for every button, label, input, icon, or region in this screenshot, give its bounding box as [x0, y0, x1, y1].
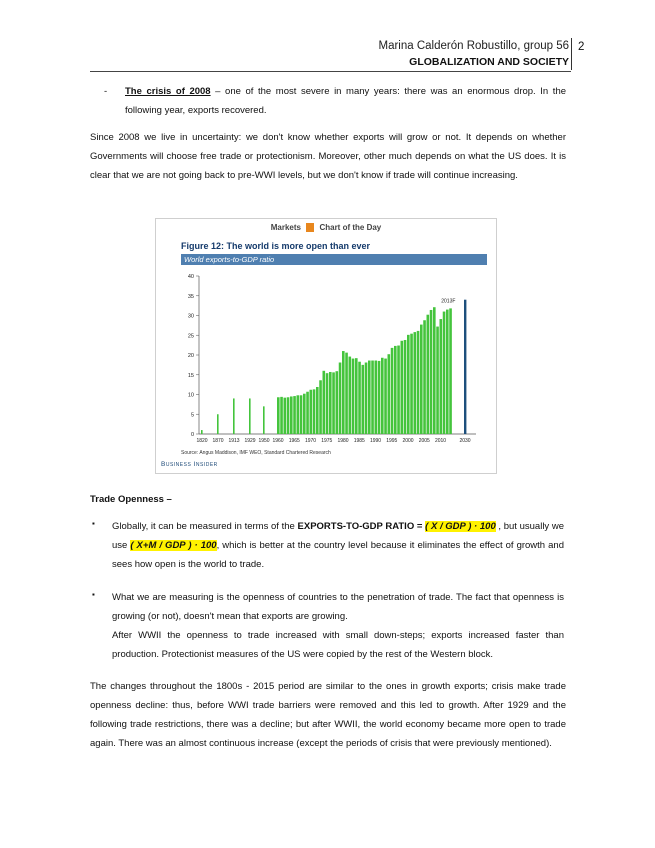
y-tick-label: 40 — [187, 274, 194, 280]
header-separator — [571, 38, 572, 70]
chart-bar — [233, 398, 235, 434]
x-tick-label: 1985 — [353, 438, 365, 444]
page-number: 2 — [578, 41, 585, 53]
x-tick-label: 2030 — [459, 438, 471, 444]
chart-bar — [293, 396, 296, 434]
bullet1-ratio-label: EXPORTS-TO-GDP RATIO = — [297, 521, 426, 532]
x-tick-label: 1929 — [244, 438, 256, 444]
dash-marker: - — [104, 86, 108, 97]
chart-bar — [381, 358, 384, 434]
chart-title: Figure 12: The world is more open than ever — [181, 241, 371, 251]
chart-bar — [287, 397, 290, 434]
x-tick-label: 1990 — [369, 438, 382, 444]
chart-bar — [345, 353, 348, 434]
x-tick-label: 2010 — [434, 438, 447, 444]
chart-bar — [326, 373, 329, 434]
y-tick-label: 0 — [190, 432, 194, 438]
chart-bar — [280, 397, 283, 434]
x-tick-label: 1970 — [304, 438, 317, 444]
chart-bar — [391, 348, 394, 434]
bullet1-text-c: , which is better at the country level because it eliminates the effect of growth and sees how open is the world to trade. — [112, 540, 564, 570]
chart-bar — [349, 357, 352, 434]
changes-paragraph: The changes throughout the 1800s - 2015 period are similar to the ones in growth exports; crisis make trade openness decline: thus, before WWI trade barriers were removed and this led to growth. After 1929 and the following trade restrictions, there was a decline; but after WWII, the world economy became more open to trade again. There was an almost continuous increase (except the periods of crisis that were previously mentioned). — [90, 681, 566, 749]
y-tick-label: 5 — [190, 412, 194, 419]
x-tick-label: 1995 — [386, 438, 398, 444]
crisis-2008-item — [125, 82, 566, 120]
chart-bar — [342, 351, 345, 434]
x-tick-label: 1960 — [272, 438, 284, 444]
x-tick-label: 2000 — [402, 438, 414, 444]
chart-bar — [362, 365, 365, 434]
chart-header-markets: Markets — [270, 223, 301, 232]
bullet1-formula-xm: ( X+M / GDP ) · 100 — [130, 540, 217, 551]
chart-bar — [417, 331, 420, 434]
chart-bar — [290, 396, 293, 434]
x-tick-label: 1913 — [228, 438, 240, 444]
chart-bar — [316, 387, 319, 434]
chart-bar — [368, 361, 371, 434]
chart-bar — [336, 371, 339, 434]
chart-bar — [332, 372, 335, 434]
chart-bar — [249, 398, 251, 434]
chart-bar — [446, 310, 449, 434]
chart-bar — [352, 359, 355, 434]
chart-bar — [201, 430, 203, 434]
bullet-exports-ratio — [112, 517, 564, 574]
chart-source: Source: Angus Maddison, IMF WEO, Standard Chartered Research — [181, 450, 331, 456]
x-tick-label: 1870 — [212, 438, 224, 444]
chart-bar — [365, 363, 368, 434]
trade-openness-heading: Trade Openness – — [90, 494, 172, 505]
chart-annotation: 2013F — [441, 298, 456, 305]
chart-bar — [394, 346, 397, 434]
chart-bar — [319, 380, 322, 434]
x-tick-label: 1975 — [321, 438, 333, 444]
x-tick-label: 1965 — [288, 438, 300, 444]
chart-bar — [404, 340, 407, 434]
chart-bar — [329, 372, 332, 434]
chart-bar — [358, 362, 361, 434]
chart-bar — [401, 341, 404, 434]
chart-bar — [384, 359, 387, 434]
chart-bar — [443, 312, 446, 434]
chart-bar — [423, 320, 426, 434]
bullet2-after-wwii: After WWII the openness to trade increased with small down-steps; exports increased faster than production. Protectionist measures of the US were copied by the rest of the Western block. — [112, 630, 564, 660]
bullet-measuring-openness — [112, 588, 564, 664]
chart-bar — [323, 371, 326, 434]
bullet2-text: What we are measuring is the openness of countries to the penetration of trade. The fact that openness is growing (or not), doesn't mean that exports are growing. — [112, 592, 564, 622]
chart-bar — [427, 315, 430, 434]
chart-bar — [420, 325, 423, 434]
chart-plot — [156, 219, 496, 473]
chart-bar — [388, 354, 391, 434]
crisis-2008-title: The crisis of 2008 — [125, 86, 211, 97]
chart-bar — [339, 363, 342, 434]
crisis-2008-text: – one of the most severe in many years: there was an enormous drop. In the following year, exports recovered. — [125, 86, 567, 116]
chart-bar — [284, 398, 287, 434]
bullet-square-icon: ▪ — [92, 590, 95, 599]
chart-bar — [433, 307, 436, 434]
chart-bar — [277, 397, 280, 434]
chart-bar — [310, 390, 313, 434]
y-tick-label: 25 — [187, 333, 194, 340]
chart-bar — [436, 327, 439, 434]
x-tick-label: 1820 — [196, 438, 208, 444]
chart-header-cotd: Chart of the Day — [319, 223, 382, 232]
chart-bar — [303, 394, 306, 434]
chart-bar — [263, 406, 265, 434]
chart-bar-forecast — [464, 300, 466, 434]
header-author: Marina Calderón Robustillo, group 56 — [378, 40, 569, 52]
y-tick-label: 35 — [187, 293, 194, 300]
chart-bar — [297, 395, 300, 434]
y-tick-label: 30 — [187, 313, 194, 320]
chart-bar — [371, 361, 374, 434]
chart-bar — [407, 335, 410, 434]
x-tick-label: 2005 — [418, 438, 430, 444]
header-rule — [90, 71, 571, 72]
y-tick-label: 20 — [187, 353, 194, 359]
y-tick-label: 15 — [187, 372, 194, 379]
chart-bar — [449, 308, 452, 434]
bullet1-text-a: Globally, it can be measured in terms of the — [112, 521, 298, 532]
chart-figure — [155, 218, 497, 474]
chart-bar — [410, 334, 413, 434]
chart-subtitle: World exports-to-GDP ratio — [181, 254, 487, 265]
header-course-title: GLOBALIZATION AND SOCIETY — [409, 56, 569, 68]
chart-bar — [300, 395, 303, 434]
chart-bar — [217, 414, 219, 434]
chart-bar — [430, 310, 433, 434]
chart-bar — [397, 346, 400, 434]
chart-bar — [440, 319, 443, 434]
chart-brand-logo: Business Insider — [161, 461, 218, 468]
y-tick-label: 10 — [187, 392, 194, 399]
chart-bar — [355, 358, 358, 434]
chart-bar — [414, 332, 417, 434]
bullet1-text-b: , but usually we use — [112, 521, 565, 551]
uncertainty-paragraph: Since 2008 we live in uncertainty: we don't know whether exports will grow or not. It depends on whether Governments will choose free trade or protectionism. Moreover, other much depends on what the US does. It is clear that we are not going back to pre-WWI levels, but we don't know if trade will continue increasing. — [90, 132, 566, 181]
x-tick-label: 1950 — [258, 438, 270, 444]
chart-bar — [378, 361, 381, 434]
chart-bar — [375, 361, 378, 434]
chart-bar — [306, 392, 309, 434]
x-tick-label: 1980 — [337, 438, 349, 444]
chart-bar — [313, 389, 316, 434]
bullet-square-icon: ▪ — [92, 519, 95, 528]
bullet1-formula-x: ( X / GDP ) · 100 — [425, 521, 496, 532]
